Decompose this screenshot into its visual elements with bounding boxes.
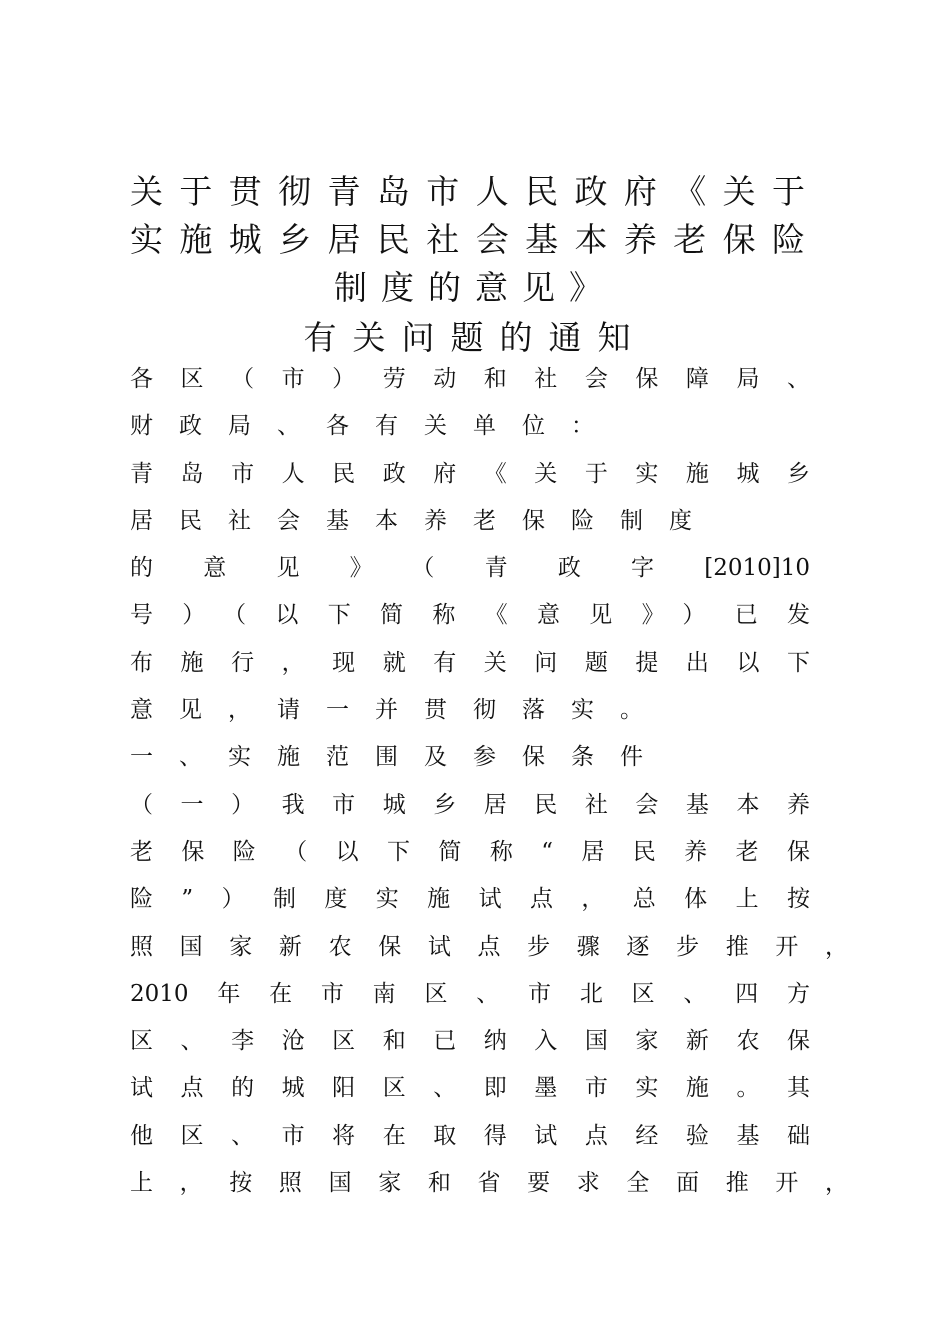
body-line: 2010年在市南区、市北区、四方 — [130, 980, 810, 1007]
body-line: 财政局、各有关单位： — [130, 413, 620, 440]
title-line: 关于贯彻青岛市人民政府《关于 — [130, 172, 820, 211]
body-line: 号）（以下简称《意见》）已发 — [130, 602, 810, 629]
title-line: 制度的意见》 — [334, 268, 616, 307]
body-line: 区、李沧区和已纳入国家新农保 — [130, 1028, 810, 1055]
body-line: 意见，请一并贯彻落实。 — [130, 697, 669, 724]
body-line: 上，按照国家和省要求全面推开， — [130, 1170, 848, 1197]
body-line: 各区（市）劳动和社会保障局、 — [130, 366, 810, 392]
body-line: 一、实施范围及参保条件 — [130, 744, 669, 771]
body-line: 居民社会基本养老保险制度 — [130, 507, 718, 534]
body-line: （一）我市城乡居民社会基本养 — [130, 791, 810, 818]
document-body — [130, 356, 848, 1207]
body-line: 布施行，现就有关问题提出以下 — [130, 649, 810, 676]
body-line: 青岛市人民政府《关于实施城乡 — [130, 460, 810, 487]
body-line: 险”）制度实施试点，总体上按 — [130, 886, 810, 913]
title-line: 实施城乡居民社会基本养老保险 — [130, 220, 820, 259]
body-line: 照国家新农保试点步骤逐步推开， — [130, 933, 848, 960]
body-line: 的意见》（青政字[2010]10 — [130, 555, 810, 582]
body-line: 试点的城阳区、即墨市实施。其 — [130, 1075, 810, 1102]
document-title — [0, 168, 950, 362]
body-line: 他区、市将在取得试点经验基础 — [130, 1122, 810, 1149]
body-line: 老保险（以下简称“居民养老保 — [130, 838, 810, 865]
title-line: 有关问题的通知 — [303, 318, 647, 357]
